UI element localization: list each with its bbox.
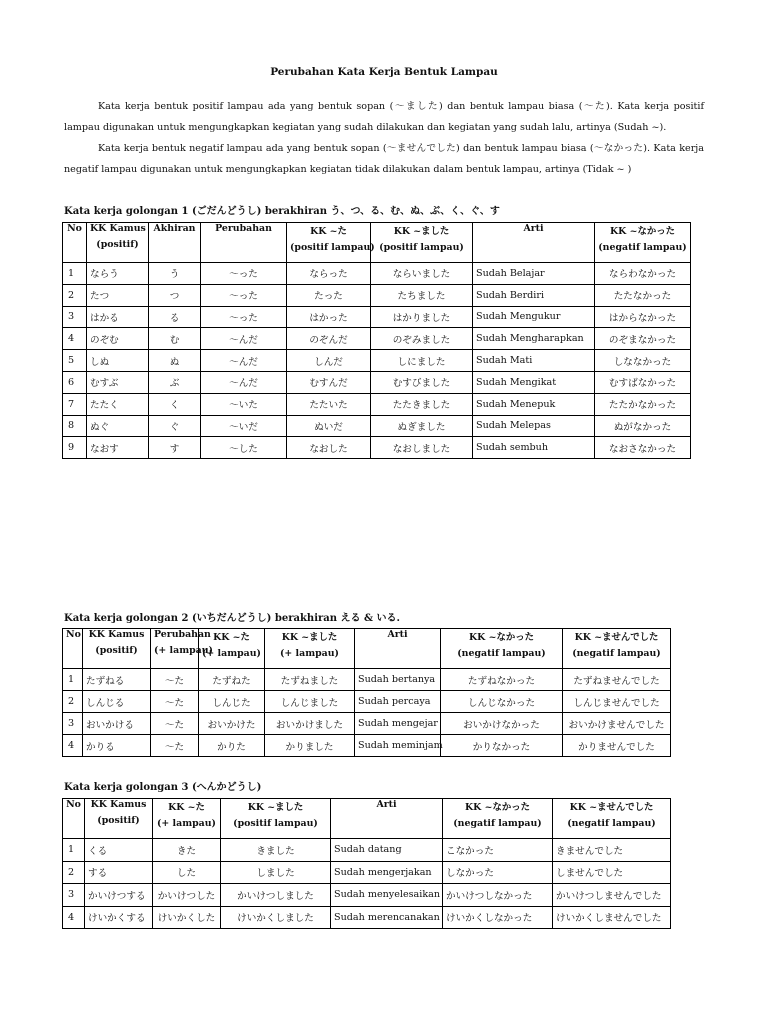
table-cell: ならいました xyxy=(371,263,473,285)
table-row xyxy=(63,861,671,884)
table-cell: 2 xyxy=(63,861,85,884)
table-cell: けいかくする xyxy=(85,906,153,929)
table-cell: おいかけませんでした xyxy=(563,713,671,735)
table-cell: たたく xyxy=(87,393,149,415)
table-cell: 2 xyxy=(63,691,83,713)
column-header xyxy=(151,629,213,669)
column-header-sublabel: (negatif lampau) xyxy=(598,242,687,253)
column-header-sublabel: (positif) xyxy=(95,645,138,656)
table-cell: しなかった xyxy=(443,861,553,884)
table-cell: Sudah Menepuk xyxy=(473,393,595,415)
table-cell: 4 xyxy=(63,906,85,929)
table-cell: たつ xyxy=(87,284,149,306)
column-header-sublabel: (positif) xyxy=(97,815,140,826)
column-header-label: Arti xyxy=(376,799,397,810)
column-header-label: No xyxy=(67,223,82,234)
table-cell: す xyxy=(149,437,201,459)
table-cell: たずねる xyxy=(83,669,151,691)
column-header xyxy=(553,799,671,839)
table-cell: たたいた xyxy=(287,393,371,415)
column-header-label: Perubahan xyxy=(154,629,211,640)
table-cell: く xyxy=(149,393,201,415)
table-cell: むすびました xyxy=(371,371,473,393)
table-cell: はかる xyxy=(87,306,149,328)
table-row xyxy=(63,306,691,328)
column-header-label: Arti xyxy=(387,629,408,640)
table-cell: 〜いだ xyxy=(201,415,287,437)
table-cell: しんだ xyxy=(287,350,371,372)
table-cell: 2 xyxy=(63,284,87,306)
column-header-label: KK ~ました xyxy=(247,802,304,813)
table-cell: かいけつする xyxy=(85,884,153,907)
table-cell: かいけつした xyxy=(153,884,221,907)
table-cell: む xyxy=(149,328,201,350)
column-header-sublabel: (positif) xyxy=(96,239,139,250)
table-cell: たたきました xyxy=(371,393,473,415)
table-cell: たずねなかった xyxy=(441,669,563,691)
table-cell: たちました xyxy=(371,284,473,306)
table-cell: くる xyxy=(85,839,153,862)
table-cell: むすんだ xyxy=(287,371,371,393)
column-header xyxy=(63,799,85,839)
table-cell: かりる xyxy=(83,735,151,757)
table-cell: Sudah mengejar xyxy=(355,713,441,735)
table-cell: 3 xyxy=(63,306,87,328)
table-row xyxy=(63,371,691,393)
table-cell: 3 xyxy=(63,884,85,907)
column-header-label: KK ~なかった xyxy=(469,632,534,643)
table-cell: う xyxy=(149,263,201,285)
column-header-sublabel: (+ lampau) xyxy=(202,648,261,659)
column-header-sublabel: (negatif lampau) xyxy=(453,818,542,829)
column-header xyxy=(87,223,149,263)
column-header-label: KK ~ませんでした xyxy=(569,802,654,813)
table-cell: 〜った xyxy=(201,263,287,285)
group1-table xyxy=(62,222,691,459)
column-header-label: Arti xyxy=(523,223,544,234)
group2-heading: Kata kerja golongan 2 (いちだんどうし) berakhiran える & いる. xyxy=(64,613,400,624)
group3-heading: Kata kerja golongan 3 (へんかどうし) xyxy=(64,782,262,793)
table-cell: なおさなかった xyxy=(595,437,691,459)
column-header xyxy=(331,799,443,839)
column-header-label: KK Kamus xyxy=(88,629,145,640)
column-header-sublabel: (+ lampau) xyxy=(157,818,216,829)
table-cell: なおしました xyxy=(371,437,473,459)
table-cell: なおす xyxy=(87,437,149,459)
table-cell: 〜た xyxy=(151,735,199,757)
column-header-label: KK ~ました xyxy=(281,632,338,643)
table-cell: はからなかった xyxy=(595,306,691,328)
table-cell: はかりました xyxy=(371,306,473,328)
table-cell: こなかった xyxy=(443,839,553,862)
table-cell: のぞまなかった xyxy=(595,328,691,350)
column-header xyxy=(63,629,83,669)
column-header-label: KK ~た xyxy=(310,226,347,237)
column-header-sublabel: (negatif lampau) xyxy=(567,818,656,829)
table-cell: おいかけました xyxy=(265,713,355,735)
paragraph-positive-past-text: Kata kerja bentuk positif lampau ada yang bentuk sopan (〜ました) dan bentuk lampau biasa (〜た). Kata kerja positif lampau digunakan untuk mengungkapkan kegiatan yang sudah dilakukan dan kegiatan yang sudah lalu, artinya (Sudah ~). xyxy=(64,101,704,133)
table-cell: 〜た xyxy=(151,713,199,735)
table-cell: おいかけた xyxy=(199,713,265,735)
table-cell: たった xyxy=(287,284,371,306)
column-header-label: KK Kamus xyxy=(90,799,147,810)
table-cell: なおした xyxy=(287,437,371,459)
table-cell: のぞむ xyxy=(87,328,149,350)
column-header xyxy=(443,799,553,839)
column-header-sublabel: (negatif lampau) xyxy=(572,648,661,659)
table-cell: かりました xyxy=(265,735,355,757)
table-cell: かいけつしました xyxy=(221,884,331,907)
column-header-label: KK ~た xyxy=(213,632,250,643)
group1-heading: Kata kerja golongan 1 (ごだんどうし) berakhiran う、つ、る、む、ぬ、ぶ、く、ぐ、す xyxy=(64,206,500,217)
table-cell: けいかくしませんでした xyxy=(553,906,671,929)
table-cell: しんじなかった xyxy=(441,691,563,713)
table-cell: ぬぐ xyxy=(87,415,149,437)
table-cell: 9 xyxy=(63,437,87,459)
table-cell: しんじませんでした xyxy=(563,691,671,713)
column-header xyxy=(371,223,473,263)
table-cell: つ xyxy=(149,284,201,306)
table-cell: ぐ xyxy=(149,415,201,437)
column-header xyxy=(85,799,153,839)
column-header-sublabel: (+ lampau) xyxy=(280,648,339,659)
group2-table xyxy=(62,628,671,757)
table-cell: ぬぎました xyxy=(371,415,473,437)
header-row xyxy=(63,799,671,839)
column-header xyxy=(355,629,441,669)
table-cell: Sudah merencanakan xyxy=(331,906,443,929)
table-cell: 1 xyxy=(63,839,85,862)
table-cell: ぶ xyxy=(149,371,201,393)
column-header xyxy=(221,799,331,839)
table-row xyxy=(63,284,691,306)
table-cell: けいかくした xyxy=(153,906,221,929)
table-cell: しんじる xyxy=(83,691,151,713)
table-cell: きた xyxy=(153,839,221,862)
table-cell: 〜た xyxy=(151,691,199,713)
column-header-label: KK ~た xyxy=(168,802,205,813)
table-cell: Sudah datang xyxy=(331,839,443,862)
table-row xyxy=(63,328,691,350)
table-row xyxy=(63,735,671,757)
table-cell: Sudah Mengharapkan xyxy=(473,328,595,350)
table-cell: かりなかった xyxy=(441,735,563,757)
column-header-sublabel: (positif lampau) xyxy=(379,242,464,253)
table-cell: けいかくしなかった xyxy=(443,906,553,929)
table-cell: たたかなかった xyxy=(595,393,691,415)
table-row xyxy=(63,691,671,713)
table-cell: 1 xyxy=(63,263,87,285)
table-cell: たずねました xyxy=(265,669,355,691)
table-cell: Sudah sembuh xyxy=(473,437,595,459)
table-cell: かいけつしなかった xyxy=(443,884,553,907)
table-cell: 6 xyxy=(63,371,87,393)
table-cell: 1 xyxy=(63,669,83,691)
table-cell: のぞんだ xyxy=(287,328,371,350)
table-cell: ならう xyxy=(87,263,149,285)
column-header xyxy=(473,223,595,263)
table-cell: 〜った xyxy=(201,284,287,306)
table-row xyxy=(63,437,691,459)
table-row xyxy=(63,669,671,691)
table-cell: 〜した xyxy=(201,437,287,459)
column-header xyxy=(153,799,221,839)
table-cell: かりた xyxy=(199,735,265,757)
table-cell: たずねた xyxy=(199,669,265,691)
column-header-sublabel: (positif lampau) xyxy=(233,818,318,829)
table-row xyxy=(63,393,691,415)
group3-table xyxy=(62,798,671,929)
table-cell: むすばなかった xyxy=(595,371,691,393)
table-cell: しにました xyxy=(371,350,473,372)
column-header-label: KK ~なかった xyxy=(465,802,530,813)
table-cell: Sudah Berdiri xyxy=(473,284,595,306)
header-row xyxy=(63,223,691,263)
table-cell: 3 xyxy=(63,713,83,735)
table-cell: 〜んだ xyxy=(201,328,287,350)
table-cell: 〜んだ xyxy=(201,371,287,393)
table-cell: きました xyxy=(221,839,331,862)
table-cell: 5 xyxy=(63,350,87,372)
column-header-label: No xyxy=(66,799,81,810)
paragraph-negative-past xyxy=(64,138,704,180)
table-row xyxy=(63,884,671,907)
column-header xyxy=(265,629,355,669)
table-cell: Sudah Melepas xyxy=(473,415,595,437)
table-cell: ならわなかった xyxy=(595,263,691,285)
table-cell: たずねませんでした xyxy=(563,669,671,691)
column-header-label: Akhiran xyxy=(153,223,196,234)
column-header-label: KK Kamus xyxy=(90,223,146,234)
table-cell: しぬ xyxy=(87,350,149,372)
table-cell: 8 xyxy=(63,415,87,437)
paragraph-negative-past-text: Kata kerja bentuk negatif lampau ada yang bentuk sopan (〜ませんでした) dan bentuk lampau biasa (〜なかった). Kata kerja negatif lampau digunakan untuk mengungkapkan kegiatan tidak dilakukan dalam bentuk lampau, artinya (Tidak ~ ) xyxy=(64,143,704,175)
table-cell: けいかくしました xyxy=(221,906,331,929)
table-cell: る xyxy=(149,306,201,328)
column-header xyxy=(201,223,287,263)
table-cell: Sudah Mengukur xyxy=(473,306,595,328)
table-cell: のぞみました xyxy=(371,328,473,350)
table-cell: 〜いた xyxy=(201,393,287,415)
table-cell: する xyxy=(85,861,153,884)
column-header-sublabel: (+ lampau) xyxy=(154,645,213,656)
table-cell: しました xyxy=(221,861,331,884)
table-cell: 〜った xyxy=(201,306,287,328)
column-header-sublabel: (positif lampau) xyxy=(290,242,375,253)
table-row xyxy=(63,350,691,372)
column-header xyxy=(441,629,563,669)
table-cell: Sudah Mengikat xyxy=(473,371,595,393)
table-cell: ならった xyxy=(287,263,371,285)
table-cell: しんじました xyxy=(265,691,355,713)
table-cell: 7 xyxy=(63,393,87,415)
column-header xyxy=(563,629,671,669)
table-row xyxy=(63,839,671,862)
column-header xyxy=(149,223,201,263)
column-header-label: KK ~ました xyxy=(393,226,450,237)
table-row xyxy=(63,713,671,735)
column-header xyxy=(595,223,691,263)
table-row xyxy=(63,415,691,437)
table-cell: Sudah menyelesaikan xyxy=(331,884,443,907)
table-row xyxy=(63,906,671,929)
table-cell: 〜た xyxy=(151,669,199,691)
column-header-label: KK ~ませんでした xyxy=(574,632,659,643)
table-cell: おいかける xyxy=(83,713,151,735)
table-cell: おいかけなかった xyxy=(441,713,563,735)
table-cell: Sudah Belajar xyxy=(473,263,595,285)
table-cell: 〜んだ xyxy=(201,350,287,372)
table-cell: ぬいだ xyxy=(287,415,371,437)
column-header-label: No xyxy=(66,629,81,640)
table-cell: かりませんでした xyxy=(563,735,671,757)
column-header-label: KK ~なかった xyxy=(610,226,675,237)
column-header xyxy=(287,223,375,263)
table-cell: Sudah meminjam xyxy=(355,735,441,757)
table-cell: Sudah bertanya xyxy=(355,669,441,691)
table-cell: たたなかった xyxy=(595,284,691,306)
column-header xyxy=(83,629,151,669)
page-title: Perubahan Kata Kerja Bentuk Lampau xyxy=(270,66,498,78)
paragraph-positive-past xyxy=(64,96,704,138)
table-cell: かいけつしませんでした xyxy=(553,884,671,907)
table-cell: 4 xyxy=(63,735,83,757)
table-row xyxy=(63,263,691,285)
table-cell: きませんでした xyxy=(553,839,671,862)
column-header-sublabel: (negatif lampau) xyxy=(457,648,546,659)
table-cell: しんじた xyxy=(199,691,265,713)
table-cell: Sudah mengerjakan xyxy=(331,861,443,884)
table-cell: Sudah Mati xyxy=(473,350,595,372)
table-cell: しませんでした xyxy=(553,861,671,884)
column-header-label: Perubahan xyxy=(215,223,272,234)
table-cell: ぬがなかった xyxy=(595,415,691,437)
table-cell: Sudah percaya xyxy=(355,691,441,713)
table-cell: した xyxy=(153,861,221,884)
table-cell: しななかった xyxy=(595,350,691,372)
table-cell: 4 xyxy=(63,328,87,350)
table-cell: はかった xyxy=(287,306,371,328)
table-cell: ぬ xyxy=(149,350,201,372)
table-cell: むすぶ xyxy=(87,371,149,393)
header-row xyxy=(63,629,671,669)
column-header xyxy=(63,223,87,263)
